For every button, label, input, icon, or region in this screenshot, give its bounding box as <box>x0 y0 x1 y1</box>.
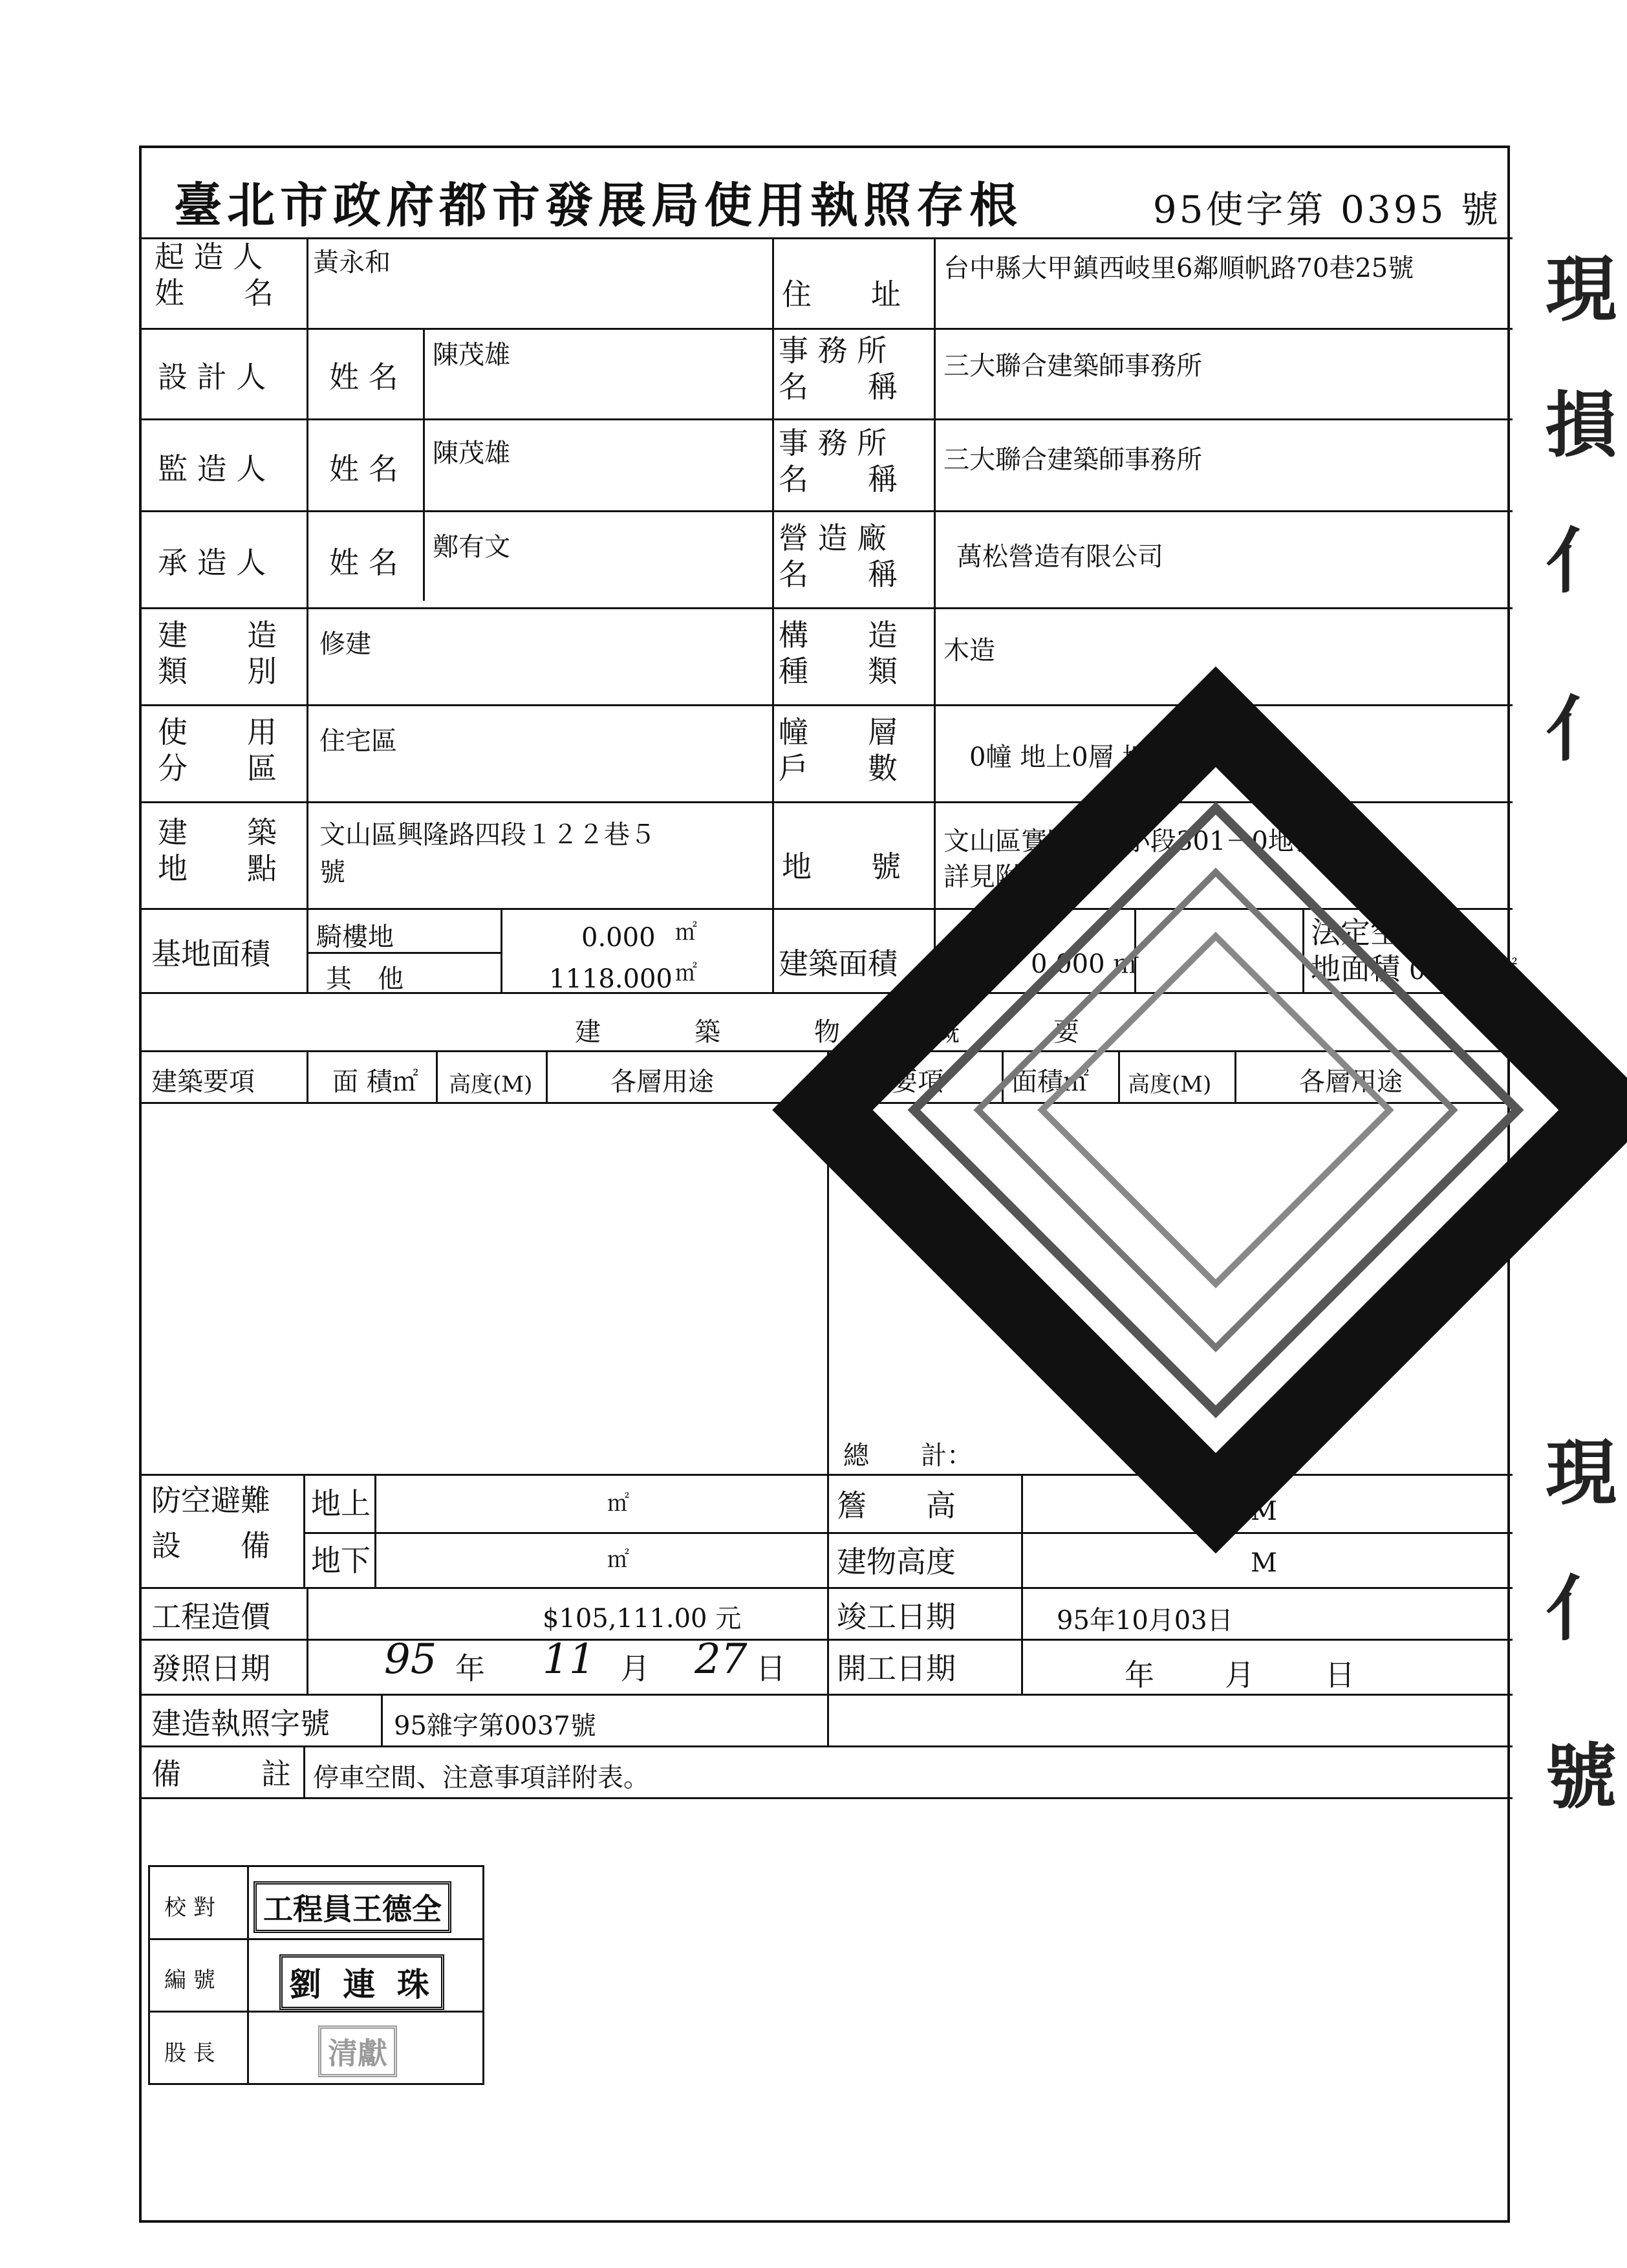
building-height-unit: M <box>1251 1548 1277 1578</box>
below-ground-label: 地下 <box>311 1543 371 1578</box>
above-ground-unit: ㎡ <box>607 1491 629 1517</box>
cost-value: $105,111.00 元 <box>543 1604 742 1634</box>
overview-header-height-right: 高度(M) <box>1128 1072 1212 1097</box>
issue-month: 11 <box>543 1636 596 1683</box>
edge-char-6: 亻 <box>1546 1567 1617 1650</box>
start-year-unit: 年 <box>1125 1658 1154 1692</box>
designer-label: 設 計 人 <box>158 360 266 394</box>
overview-header-height-left: 高度(M) <box>449 1072 533 1097</box>
zone: 住宅區 <box>319 726 397 756</box>
lot-number-1: 文山區實踐段二小段301－0地號等3 <box>943 826 1363 856</box>
total-value: 0.000 ㎡ <box>1176 1451 1285 1480</box>
overview-header-usage-right: 各層用途 <box>1299 1067 1403 1097</box>
other-value: 1118.000 <box>549 964 673 994</box>
floors: 0幢 地上0層 地下0層 <box>969 742 1216 772</box>
issue-year-unit: 年 <box>455 1651 485 1686</box>
shelter-label-2: 設 備 <box>151 1528 270 1563</box>
start-date-label: 開工日期 <box>837 1651 956 1686</box>
signoff-box <box>148 1865 484 2085</box>
contractor-label: 承 造 人 <box>158 545 266 580</box>
remark-value: 停車空間、注意事項詳附表。 <box>313 1763 649 1793</box>
open-space-label: 法定空 地面積 <box>1311 915 1400 986</box>
checker-stamp: 工程員王德全 <box>253 1881 451 1933</box>
edge-char-1: 現 <box>1546 248 1617 331</box>
edge-char-4: 亻 <box>1546 687 1617 771</box>
building-height-label: 建物高度 <box>837 1544 956 1579</box>
contractor-name-label: 姓 名 <box>329 545 398 580</box>
remark-label-2: 註 <box>261 1756 291 1791</box>
lot-label: 地 號 <box>782 849 901 884</box>
open-space-value: 0.000 ㎡ <box>1409 956 1518 986</box>
arcade-label: 騎樓地 <box>316 922 394 952</box>
overview-header-area-left: 面 積㎡ <box>332 1067 418 1097</box>
edge-char-7: 號 <box>1546 1735 1617 1819</box>
issue-month-unit: 月 <box>620 1651 650 1686</box>
applicant-address: 台中縣大甲鎮西岐里6鄰順帆路70巷25號 <box>943 254 1414 283</box>
permit-number: 95使字第 0395 號 <box>1152 188 1501 232</box>
base-area-label: 基地面積 <box>151 936 270 971</box>
designer-name: 陳茂雄 <box>433 340 510 370</box>
overview-header-area-right: 面積㎡ <box>1011 1067 1089 1097</box>
below-ground-unit: ㎡ <box>607 1547 629 1573</box>
building-area-label: 建築面積 <box>779 946 898 981</box>
floors-label: 幢 層 戶 數 <box>779 715 898 786</box>
number-stamp: 劉 連 珠 <box>279 1954 444 2010</box>
applicant-label: 起 造 人 姓 名 <box>155 239 274 310</box>
contractor-company-label: 營 造 廠 名 稱 <box>779 521 898 592</box>
document-title: 臺北市政府都市發展局使用執照存根 <box>174 178 1022 233</box>
address-label: 住 址 <box>782 277 901 312</box>
chief-label: 股 長 <box>164 2040 215 2066</box>
supervisor-office-label: 事 務 所 名 稱 <box>779 426 898 497</box>
designer-office: 三大聯合建築師事務所 <box>943 351 1202 381</box>
completion-label: 竣工日期 <box>837 1599 956 1634</box>
overview-header-item-right: 建築要項 <box>840 1067 943 1097</box>
arcade-unit: ㎡ <box>675 920 697 945</box>
contractor-name: 鄭有文 <box>433 532 510 562</box>
supervisor-office: 三大聯合建築師事務所 <box>943 445 1202 475</box>
arcade-value: 0.000 <box>581 923 656 953</box>
overview-char-4: 概 <box>934 1017 960 1047</box>
overview-char-3: 物 <box>814 1017 840 1047</box>
zone-label: 使 用 分 區 <box>158 715 277 786</box>
issue-day-unit: 日 <box>756 1651 786 1686</box>
supervisor-name: 陳茂雄 <box>433 438 510 468</box>
shelter-label-1: 防空避難 <box>151 1483 270 1518</box>
cost-label: 工程造價 <box>151 1599 270 1634</box>
overview-header-item-left: 建築要項 <box>151 1067 255 1097</box>
remark-label-1: 備 <box>151 1756 181 1791</box>
start-month-unit: 月 <box>1225 1658 1255 1692</box>
license-number: 95雜字第0037號 <box>394 1711 596 1741</box>
designer-name-label: 姓 名 <box>329 360 398 394</box>
eave-height-label: 簷 高 <box>837 1488 956 1523</box>
applicant-name: 黃永和 <box>313 248 391 277</box>
edge-char-2: 損 <box>1546 383 1617 467</box>
designer-office-label: 事 務 所 名 稱 <box>779 333 898 404</box>
site-address-1: 文山區興隆路四段１２２巷５ <box>319 820 656 850</box>
supervisor-label: 監 造 人 <box>158 451 266 486</box>
issue-day: 27 <box>695 1636 748 1683</box>
license-number-label: 建造執照字號 <box>151 1706 330 1741</box>
overview-char-2: 築 <box>695 1017 720 1047</box>
above-ground-label: 地上 <box>311 1486 371 1521</box>
check-label: 校 對 <box>164 1895 215 1921</box>
start-day-unit: 日 <box>1325 1658 1355 1692</box>
site-address-2: 號 <box>319 858 345 887</box>
site-label: 建 築 地 點 <box>158 815 277 886</box>
edge-char-3: 亻 <box>1546 519 1617 603</box>
structure: 木造 <box>943 636 995 665</box>
issue-year: 95 <box>384 1636 437 1683</box>
other-label: 其 他 <box>326 964 404 994</box>
overview-header-usage-left: 各層用途 <box>610 1067 714 1097</box>
total-label: 總 計： <box>843 1441 973 1471</box>
other-unit: ㎡ <box>675 960 697 986</box>
supervisor-name-label: 姓 名 <box>329 451 398 486</box>
building-area-value: 0.000 ㎡ <box>1031 949 1139 979</box>
eave-height-unit: M <box>1251 1496 1277 1526</box>
chief-stamp: 清獻 <box>318 2025 397 2077</box>
lot-number-2: 詳見附表) <box>943 862 1057 892</box>
issue-date-label: 發照日期 <box>151 1651 270 1686</box>
overview-char-5: 要 <box>1053 1017 1079 1047</box>
edge-char-5: 現 <box>1546 1431 1617 1515</box>
build-type-label: 建 造 類 別 <box>158 618 277 689</box>
structure-label: 構 造 種 類 <box>779 618 898 689</box>
completion-date: 95年10月03日 <box>1057 1606 1233 1636</box>
build-type: 修建 <box>319 629 371 659</box>
contractor-company: 萬松營造有限公司 <box>956 542 1163 572</box>
overview-char-1: 建 <box>575 1017 601 1047</box>
number-label: 編 號 <box>164 1967 215 1993</box>
